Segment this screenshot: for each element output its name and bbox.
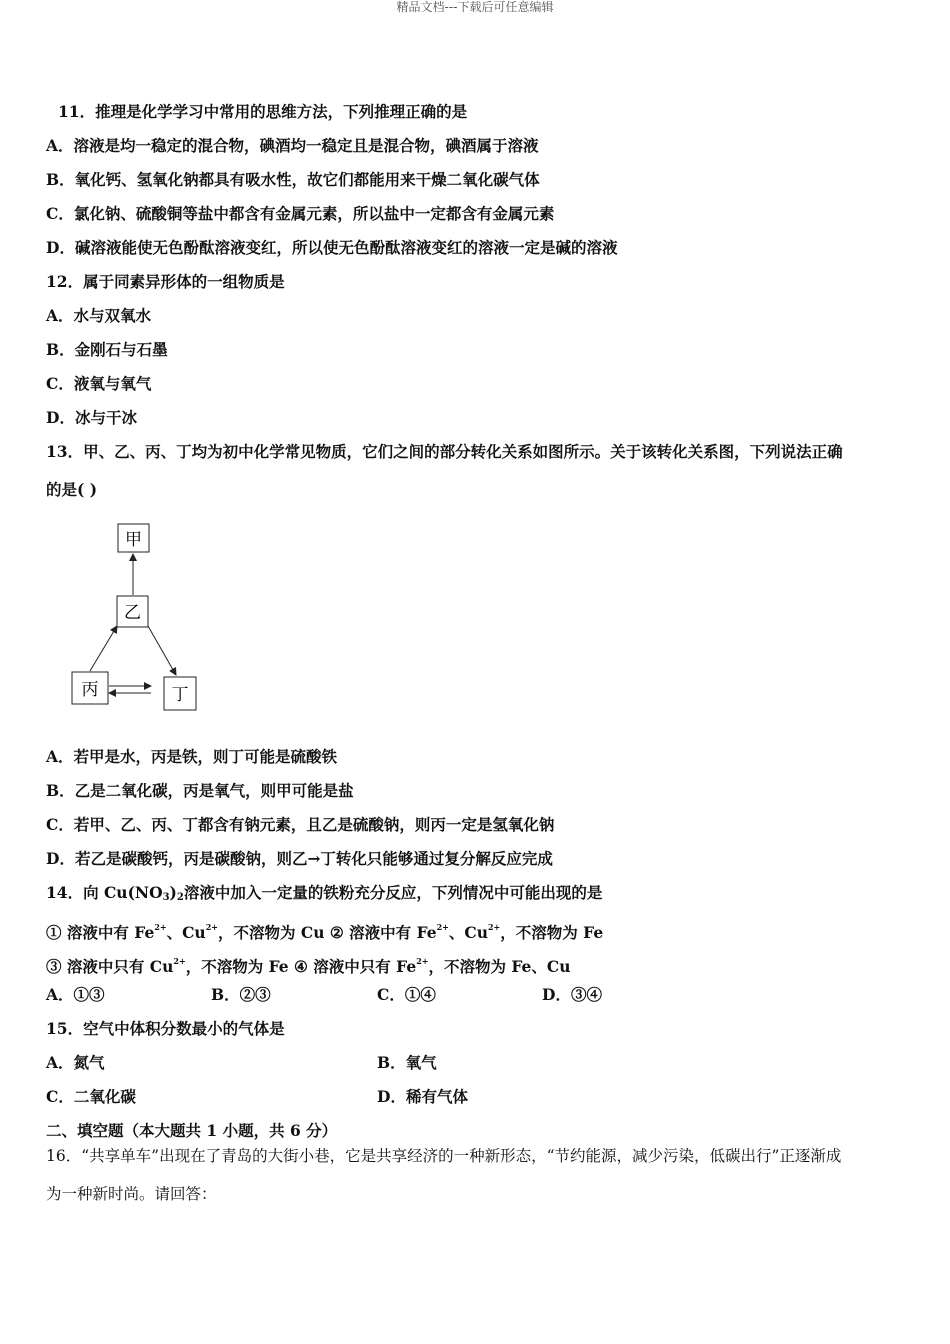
q15-option-b: B．氧气 (377, 1053, 437, 1072)
q12-stem: 12．属于同素异形体的一组物质是 (46, 272, 285, 291)
box-bing-label: 丙 (81, 680, 99, 700)
q14-stem-pre: 14．向 Cu(NO (46, 883, 163, 902)
q14-option-b: B．②③ (211, 985, 271, 1004)
q11-stem: 11．推理是化学学习中常用的思维方法，下列推理正确的是 (58, 102, 468, 121)
q14-option-d: D．③④ (542, 985, 602, 1004)
q11-option-d: D．碱溶液能使无色酚酞溶液变红，所以使无色酚酞溶液变红的溶液一定是碱的溶液 (46, 238, 618, 257)
q14-l1-s2: 2+ (205, 922, 218, 932)
q14-l1-s3: 2+ (436, 922, 449, 932)
q14-sub-3: 3 (162, 892, 170, 903)
q14-sub-2: 2 (176, 892, 184, 903)
box-yi-label: 乙 (124, 603, 141, 623)
arrow-yi-to-ding (148, 626, 176, 675)
q14-l1-p3: ，不溶物为 Cu ② 溶液中有 Fe (217, 923, 437, 942)
q14-stem-end: 溶液中加入一定量的铁粉充分反应，下列情况中可能出现的是 (183, 883, 603, 902)
q14-l2-p1: ③ 溶液中只有 Cu (46, 957, 174, 976)
q11-option-c: C．氯化钠、硫酸铜等盐中都含有金属元素，所以盐中一定都含有金属元素 (46, 204, 555, 223)
conversion-diagram (60, 515, 210, 720)
box-jia-label: 甲 (125, 530, 142, 550)
q11-option-a: A．溶液是均一稳定的混合物，碘酒均一稳定且是混合物，碘酒属于溶液 (46, 136, 539, 155)
arrow-bing-to-yi (90, 626, 117, 671)
q13-stem-line1: 13．甲、乙、丙、丁均为初中化学常见物质，它们之间的部分转化关系如图所示。关于该转化关系图，下列说法正确 (46, 442, 843, 461)
box-ding-label: 丁 (171, 685, 189, 705)
q15-option-c: C．二氧化碳 (46, 1087, 136, 1106)
q11-option-b: B．氧化钙、氢氧化钠都具有吸水性，故它们都能用来干燥二氧化碳气体 (46, 170, 540, 189)
box-yi (117, 596, 148, 627)
q16-stem-line2: 为一种新时尚。请回答： (46, 1185, 217, 1203)
q14-cases-line2 (46, 951, 571, 977)
q14-stem-post: ) (169, 883, 177, 902)
q12-option-a: A．水与双氧水 (46, 306, 152, 325)
q14-l1-p4: 、Cu (448, 923, 488, 942)
q14-l2-p3: ，不溶物为 Fe、Cu (428, 957, 571, 976)
q12-option-b: B．金刚石与石墨 (46, 340, 168, 359)
q14-l1-s1: 2+ (154, 922, 167, 932)
q14-l2-s2: 2+ (416, 956, 429, 966)
q13-option-c: C．若甲、乙、丙、丁都含有钠元素，且乙是硫酸钠，则丙一定是氢氧化钠 (46, 815, 555, 834)
watermark-header: 精品文档---下载后可任意编辑 (396, 0, 554, 14)
q14-option-a: A．①③ (46, 985, 105, 1004)
q14-l1-p2: 、Cu (166, 923, 206, 942)
box-jia (118, 524, 149, 552)
q15-stem: 15．空气中体积分数最小的气体是 (46, 1019, 285, 1038)
q13-stem-line2: 的是( ) (46, 480, 98, 499)
q14-option-c: C．①④ (377, 985, 436, 1004)
q14-stem (46, 883, 602, 908)
q14-l2-p2: ，不溶物为 Fe ④ 溶液中只有 Fe (185, 957, 417, 976)
q14-cases-line1 (46, 917, 603, 943)
q15-option-a: A．氮气 (46, 1053, 105, 1072)
q14-l2-s1: 2+ (173, 956, 186, 966)
q14-l1-p1: ① 溶液中有 Fe (46, 923, 155, 942)
q14-l1-s4: 2+ (487, 922, 501, 932)
q12-option-d: D．冰与干冰 (46, 408, 137, 427)
q12-option-c: C．液氧与氧气 (46, 374, 152, 393)
q15-option-d: D．稀有气体 (377, 1087, 468, 1106)
box-ding (164, 677, 196, 710)
box-bing (72, 672, 108, 704)
q13-option-b: B．乙是二氧化碳，丙是氧气，则甲可能是盐 (46, 781, 354, 800)
q13-option-a: A．若甲是水，丙是铁，则丁可能是硫酸铁 (46, 747, 338, 766)
q14-l1-p5: ，不溶物为 Fe (500, 923, 604, 942)
q16-stem-line1: 16．“共享单车”出现在了青岛的大街小巷，它是共享经济的一种新形态，“节约能源，减少污染，低碳出行”正逐渐成 (46, 1147, 842, 1165)
q13-option-d: D．若乙是碳酸钙，丙是碳酸钠，则乙→丁转化只能够通过复分解反应完成 (46, 849, 553, 868)
section-2-heading: 二、填空题（本大题共 1 小题，共 6 分） (46, 1121, 338, 1140)
